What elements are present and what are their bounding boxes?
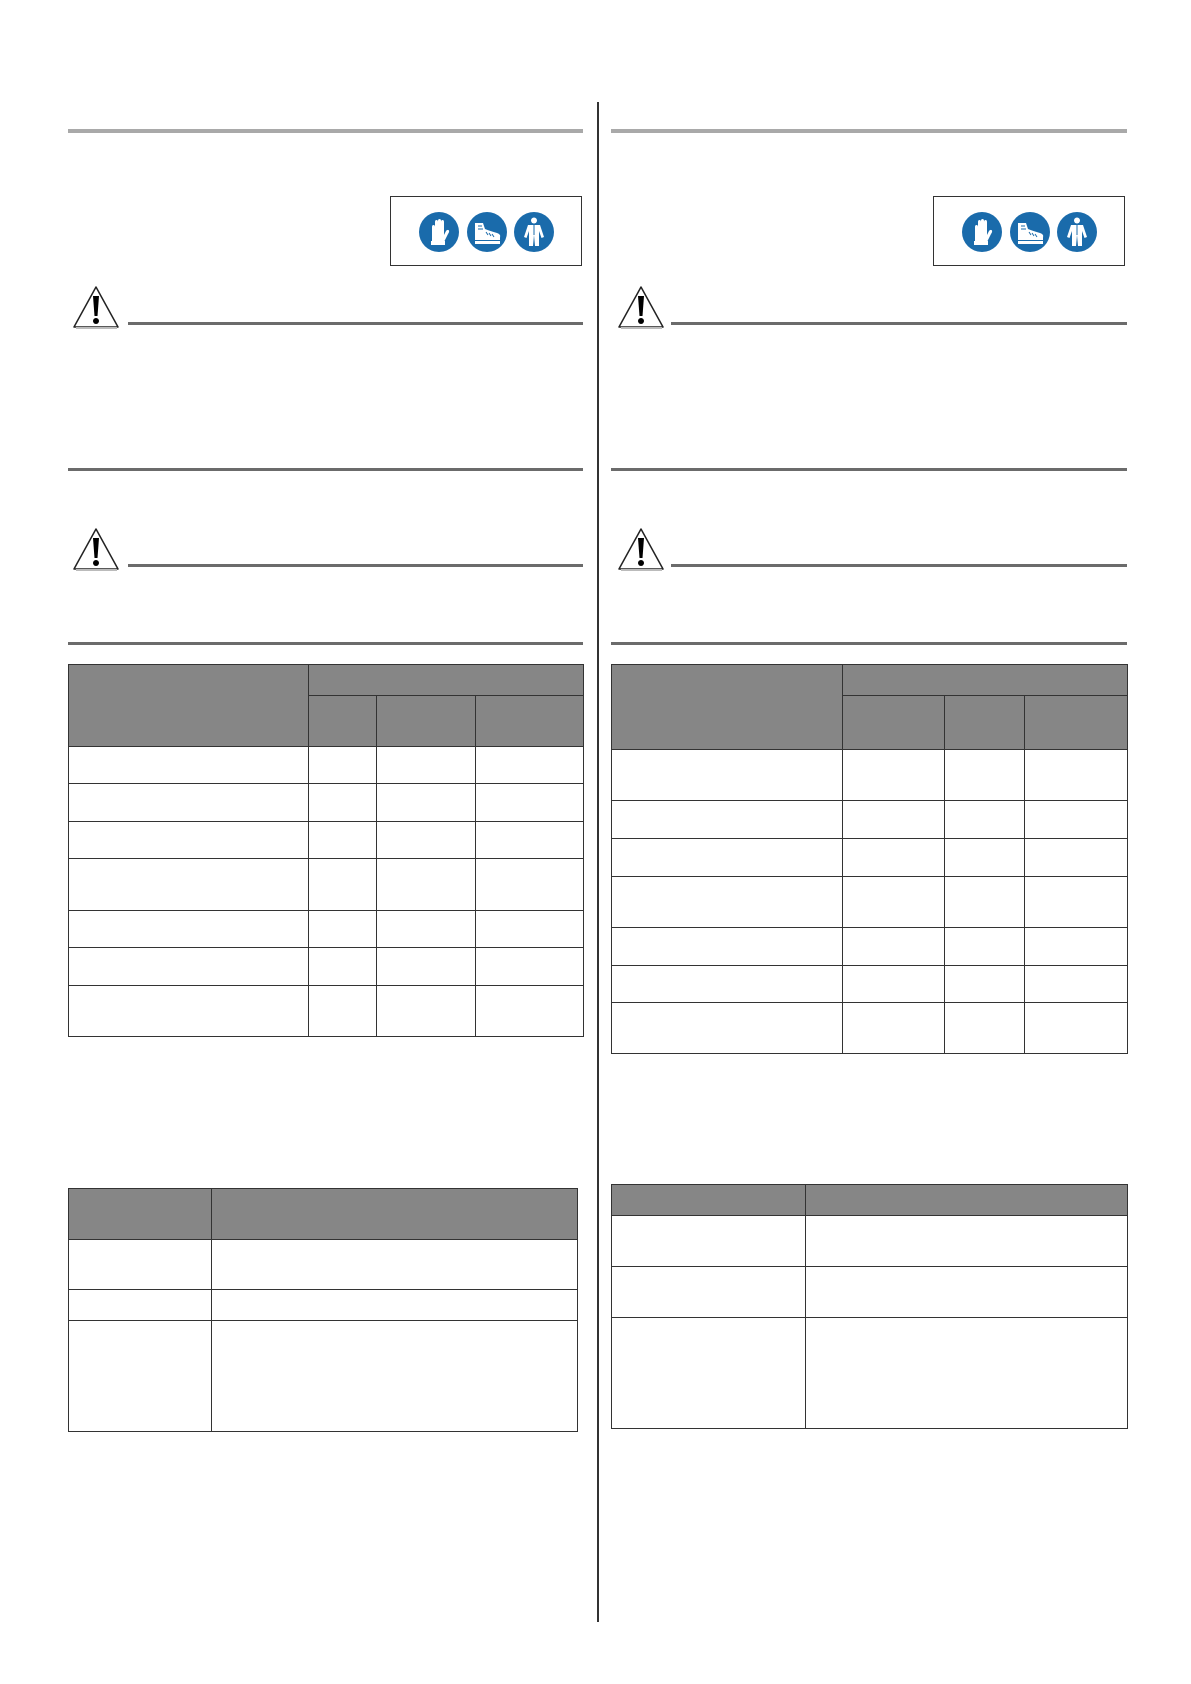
warning-rule bbox=[128, 564, 583, 567]
table-cell bbox=[945, 928, 1025, 966]
table-header-cell bbox=[945, 696, 1025, 750]
gloves-icon bbox=[418, 211, 460, 253]
warning-triangle-icon bbox=[71, 284, 121, 330]
table-row bbox=[612, 1318, 1128, 1429]
table-cell bbox=[806, 1318, 1128, 1429]
table-cell bbox=[476, 986, 584, 1037]
table-cell bbox=[612, 1216, 806, 1267]
table-group-header bbox=[843, 665, 1128, 696]
table-cell bbox=[1025, 801, 1128, 839]
table-cell bbox=[806, 1216, 1128, 1267]
table-cell bbox=[843, 839, 945, 877]
table-cell bbox=[945, 750, 1025, 801]
table-cell bbox=[843, 966, 945, 1003]
table-cell bbox=[69, 822, 309, 859]
gloves-icon bbox=[961, 211, 1003, 253]
table-row bbox=[612, 801, 1128, 839]
table-header-cell bbox=[612, 1185, 806, 1216]
warning-triangle-icon bbox=[71, 526, 121, 572]
table-cell bbox=[377, 859, 476, 911]
table-cell bbox=[945, 1003, 1025, 1054]
table-cell bbox=[377, 948, 476, 986]
table-cell bbox=[69, 1240, 212, 1290]
table-cell bbox=[612, 839, 843, 877]
table-cell bbox=[476, 784, 584, 822]
table-header-cell bbox=[612, 665, 843, 750]
table-cell bbox=[843, 877, 945, 928]
table-cell bbox=[843, 928, 945, 966]
table-cell bbox=[377, 784, 476, 822]
table-header-cell bbox=[806, 1185, 1128, 1216]
table-group-header bbox=[309, 665, 584, 696]
table-cell bbox=[69, 1290, 212, 1321]
table-row bbox=[69, 1240, 578, 1290]
table-cell bbox=[612, 966, 843, 1003]
table-header-cell bbox=[1025, 696, 1128, 750]
table-cell bbox=[1025, 839, 1128, 877]
table-row bbox=[612, 1267, 1128, 1318]
table-cell bbox=[1025, 928, 1128, 966]
table-cell bbox=[612, 928, 843, 966]
table-cell bbox=[69, 1321, 212, 1432]
table-row bbox=[69, 986, 584, 1037]
spec-table bbox=[611, 664, 1128, 1054]
table-cell bbox=[476, 911, 584, 948]
table-cell bbox=[476, 822, 584, 859]
table-cell bbox=[69, 747, 309, 784]
table-row bbox=[69, 822, 584, 859]
table-cell bbox=[612, 1318, 806, 1429]
table-row bbox=[612, 750, 1128, 801]
table-row bbox=[612, 877, 1128, 928]
table-row bbox=[612, 928, 1128, 966]
table-cell bbox=[1025, 877, 1128, 928]
table-cell bbox=[212, 1290, 578, 1321]
table-cell bbox=[212, 1240, 578, 1290]
table-cell bbox=[377, 911, 476, 948]
table-header-cell bbox=[212, 1189, 578, 1240]
table-cell bbox=[843, 1003, 945, 1054]
warning-rule bbox=[671, 564, 1127, 567]
table-header-cell bbox=[309, 696, 377, 747]
table-row bbox=[612, 839, 1128, 877]
table-cell bbox=[69, 911, 309, 948]
table-cell bbox=[1025, 1003, 1128, 1054]
table-cell bbox=[309, 747, 377, 784]
table-cell bbox=[476, 948, 584, 986]
table-cell bbox=[69, 986, 309, 1037]
table-cell bbox=[843, 750, 945, 801]
info-table bbox=[611, 1184, 1128, 1429]
table-cell bbox=[945, 966, 1025, 1003]
table-cell bbox=[612, 877, 843, 928]
table-cell bbox=[309, 859, 377, 911]
table-row bbox=[612, 1216, 1128, 1267]
warning-rule bbox=[128, 322, 583, 325]
ppe-box bbox=[390, 196, 582, 266]
info-table bbox=[68, 1188, 578, 1432]
table-cell bbox=[1025, 750, 1128, 801]
table-cell bbox=[476, 747, 584, 784]
table-cell bbox=[476, 859, 584, 911]
safety-shoes-icon bbox=[1009, 211, 1051, 253]
table-row bbox=[69, 784, 584, 822]
warning-triangle-icon bbox=[616, 526, 666, 572]
table-cell bbox=[377, 747, 476, 784]
table-cell bbox=[843, 801, 945, 839]
table-row bbox=[69, 747, 584, 784]
section-rule bbox=[68, 642, 583, 645]
table-cell bbox=[309, 822, 377, 859]
table-row bbox=[69, 1321, 578, 1432]
section-rule bbox=[68, 468, 583, 471]
spec-table bbox=[68, 664, 584, 1037]
table-cell bbox=[309, 986, 377, 1037]
table-row bbox=[69, 948, 584, 986]
table-cell bbox=[806, 1267, 1128, 1318]
overalls-icon bbox=[1056, 211, 1098, 253]
safety-shoes-icon bbox=[466, 211, 508, 253]
table-cell bbox=[945, 801, 1025, 839]
table-header-cell bbox=[843, 696, 945, 750]
table-header-cell bbox=[377, 696, 476, 747]
warning-triangle-icon bbox=[616, 284, 666, 330]
section-rule bbox=[611, 129, 1127, 133]
table-cell bbox=[612, 750, 843, 801]
table-cell bbox=[69, 859, 309, 911]
table-cell bbox=[612, 801, 843, 839]
table-row bbox=[69, 1290, 578, 1321]
table-cell bbox=[377, 986, 476, 1037]
section-rule bbox=[611, 642, 1127, 645]
ppe-box bbox=[933, 196, 1125, 266]
table-cell bbox=[945, 877, 1025, 928]
table-cell bbox=[612, 1003, 843, 1054]
section-rule bbox=[611, 468, 1127, 471]
table-row bbox=[69, 859, 584, 911]
table-row bbox=[69, 911, 584, 948]
table-cell bbox=[1025, 966, 1128, 1003]
table-row bbox=[612, 966, 1128, 1003]
table-cell bbox=[612, 1267, 806, 1318]
warning-rule bbox=[671, 322, 1127, 325]
section-rule bbox=[68, 129, 583, 133]
table-cell bbox=[69, 948, 309, 986]
overalls-icon bbox=[513, 211, 555, 253]
table-cell bbox=[377, 822, 476, 859]
table-cell bbox=[69, 784, 309, 822]
table-cell bbox=[212, 1321, 578, 1432]
table-header-cell bbox=[69, 1189, 212, 1240]
table-header-cell bbox=[476, 696, 584, 747]
table-row bbox=[612, 1003, 1128, 1054]
table-header-cell bbox=[69, 665, 309, 747]
table-cell bbox=[945, 839, 1025, 877]
table-cell bbox=[309, 784, 377, 822]
column-divider bbox=[597, 102, 599, 1622]
table-cell bbox=[309, 911, 377, 948]
table-cell bbox=[309, 948, 377, 986]
